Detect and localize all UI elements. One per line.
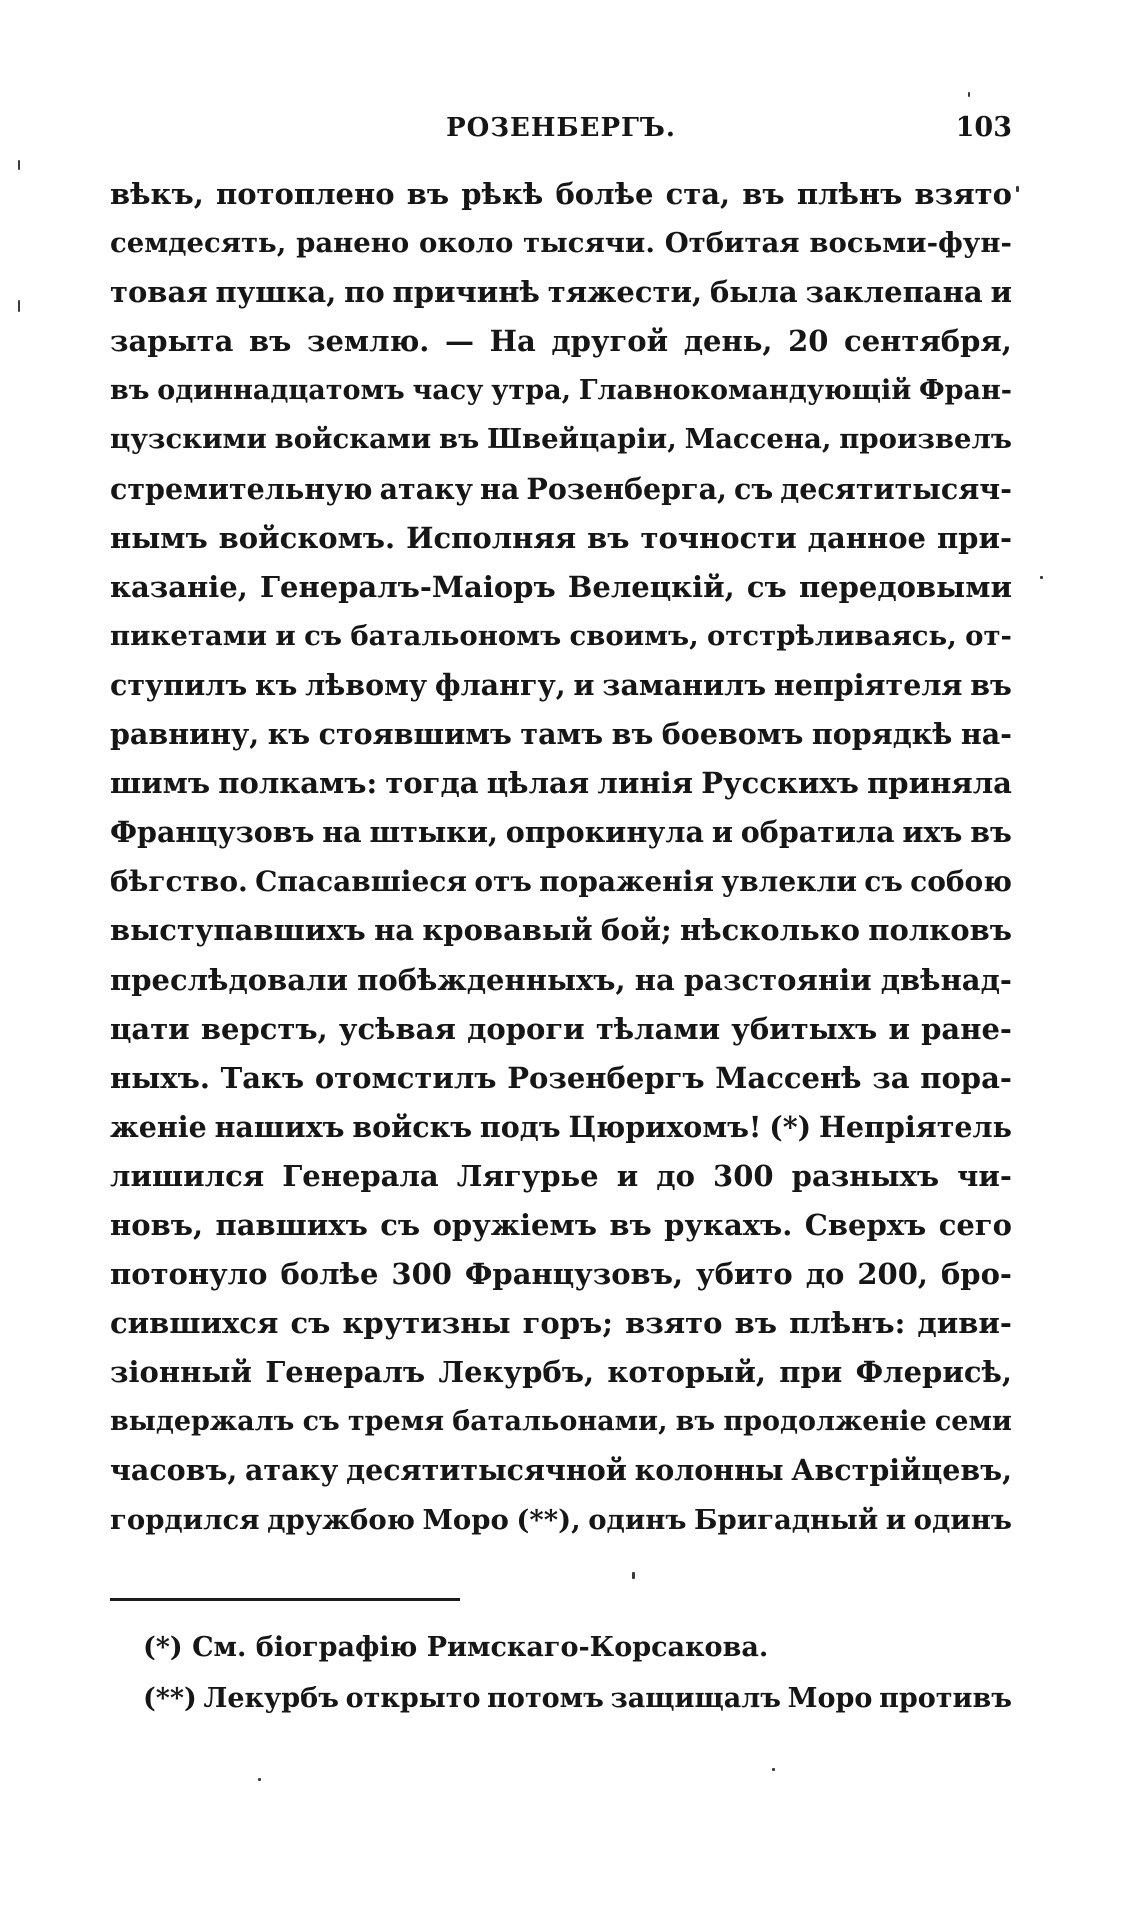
speck bbox=[258, 1778, 261, 1781]
word: десятитысячной bbox=[346, 1453, 627, 1488]
word: (**), bbox=[516, 1503, 581, 1536]
word: чи- bbox=[957, 1158, 1012, 1193]
word: за bbox=[872, 1060, 910, 1095]
word: Лекурбъ bbox=[203, 1683, 339, 1714]
word: выдержалъ bbox=[110, 1406, 295, 1438]
word: Русскихъ bbox=[701, 766, 859, 801]
word: Генералъ-Маіоръ bbox=[259, 569, 556, 604]
speck bbox=[18, 300, 20, 312]
word: порядкѣ bbox=[811, 717, 953, 752]
word: Цюрихомъ! bbox=[568, 1109, 762, 1144]
word: гордился bbox=[110, 1503, 260, 1536]
word: диви- bbox=[917, 1306, 1012, 1341]
word: штыки, bbox=[369, 815, 498, 850]
word: лишился bbox=[110, 1158, 265, 1193]
word: войскомъ. bbox=[218, 520, 396, 555]
word: съ bbox=[746, 569, 787, 604]
word: оружіемъ bbox=[432, 1207, 597, 1242]
word: нѣсколько bbox=[680, 913, 861, 948]
word: рѣкѣ bbox=[461, 177, 544, 211]
word: на bbox=[322, 815, 362, 850]
word: тысячи. bbox=[523, 227, 655, 260]
word: съ bbox=[304, 619, 342, 652]
word: — bbox=[444, 324, 474, 359]
word: бро- bbox=[940, 1257, 1012, 1292]
text-line bbox=[110, 857, 1012, 906]
word: и bbox=[616, 1158, 639, 1193]
word: въ bbox=[110, 375, 150, 407]
word: съ bbox=[864, 865, 903, 899]
word: до bbox=[656, 1158, 695, 1193]
word: ныхъ. bbox=[110, 1060, 210, 1095]
running-title: РОЗЕНБЕРГЪ. bbox=[446, 113, 676, 143]
text-line bbox=[110, 612, 1012, 661]
speck bbox=[772, 1768, 775, 1771]
word: Моро bbox=[422, 1503, 509, 1536]
word: полковъ bbox=[868, 913, 1012, 948]
word: цузскими bbox=[110, 423, 267, 456]
word: съ bbox=[302, 1406, 340, 1438]
word: Розенберга, bbox=[526, 471, 727, 506]
page-number: 103 bbox=[955, 112, 1012, 143]
word: въ bbox=[742, 177, 785, 211]
word: на- bbox=[960, 717, 1012, 752]
word: выступавшихъ bbox=[110, 913, 366, 948]
word: приняла bbox=[867, 766, 1012, 801]
text-line bbox=[110, 1005, 1012, 1054]
word: плѣнъ bbox=[796, 177, 903, 211]
word: разныхъ bbox=[791, 1158, 940, 1193]
text-line bbox=[110, 1496, 1012, 1545]
word: рукахъ. bbox=[664, 1207, 793, 1242]
text-line bbox=[110, 956, 1012, 1005]
word: въ bbox=[609, 1207, 652, 1242]
word: зіонный bbox=[110, 1355, 252, 1390]
word: убитыхъ bbox=[731, 1011, 878, 1046]
text-line bbox=[110, 1397, 1012, 1446]
word: преслѣдовали bbox=[110, 962, 349, 997]
word: Главнокомандующій bbox=[578, 375, 912, 407]
word: атаку bbox=[379, 471, 473, 506]
word: восьми-фун- bbox=[809, 227, 1012, 260]
word: пораженія bbox=[539, 865, 714, 899]
word: передовыми bbox=[798, 569, 1012, 604]
word: плѣнъ: bbox=[789, 1306, 906, 1341]
word: дружбою bbox=[267, 1503, 415, 1536]
word: сего bbox=[938, 1207, 1012, 1242]
word: заклепана bbox=[805, 275, 983, 310]
word: пикетами bbox=[110, 619, 268, 652]
word: нашихъ bbox=[214, 1109, 345, 1144]
text-line bbox=[110, 1152, 1012, 1201]
word: болѣе bbox=[280, 1257, 379, 1292]
word: Швейцаріи, bbox=[487, 423, 677, 456]
word: ранено bbox=[296, 227, 410, 260]
word: Массена, bbox=[684, 423, 832, 456]
word: кровавый bbox=[422, 913, 593, 948]
word: убито bbox=[696, 1257, 793, 1292]
speck bbox=[632, 1572, 635, 1579]
word: въ bbox=[439, 423, 480, 456]
text-line bbox=[110, 1348, 1012, 1397]
word: съ bbox=[380, 1207, 421, 1242]
word: лѣвому bbox=[305, 667, 428, 702]
word: непріятеля bbox=[773, 667, 963, 702]
text-line bbox=[110, 563, 1012, 612]
word: Бригадный bbox=[694, 1503, 879, 1536]
word: была bbox=[709, 275, 798, 310]
word: полкамъ: bbox=[218, 766, 378, 801]
word: день, bbox=[683, 324, 773, 359]
text-line bbox=[110, 759, 1012, 808]
word: съ bbox=[290, 1306, 331, 1341]
word: на bbox=[634, 962, 675, 997]
word: Велецкій, bbox=[567, 569, 735, 604]
body-text bbox=[110, 170, 1012, 1545]
footnote-1: (*) См. біографію Римскаго-Корсакова. bbox=[143, 1632, 769, 1663]
word: взято bbox=[625, 1306, 723, 1341]
word: крутизны bbox=[342, 1306, 511, 1341]
word: Австрійцевъ, bbox=[791, 1453, 1012, 1488]
word: горъ; bbox=[522, 1306, 613, 1341]
word: 200, bbox=[857, 1257, 928, 1292]
word: по bbox=[344, 275, 385, 310]
word: при bbox=[779, 1355, 843, 1390]
word: нымъ bbox=[110, 520, 208, 555]
word: войсками bbox=[274, 423, 432, 456]
word: зарыта bbox=[110, 324, 234, 359]
text-line bbox=[110, 808, 1012, 857]
word: въ bbox=[587, 520, 630, 555]
word: въ bbox=[970, 667, 1012, 702]
text-line bbox=[110, 1054, 1012, 1103]
word: цати bbox=[110, 1011, 190, 1046]
word: съ bbox=[734, 471, 774, 506]
text-line bbox=[110, 415, 1012, 464]
word: Отбитая bbox=[664, 227, 800, 260]
word: потоплено bbox=[215, 177, 395, 211]
word: тремя bbox=[347, 1406, 445, 1438]
word: 20 bbox=[788, 324, 829, 359]
speck bbox=[968, 92, 970, 97]
text-line bbox=[110, 219, 1012, 268]
word: Флерисѣ, bbox=[855, 1355, 1012, 1390]
word: потомъ bbox=[487, 1683, 604, 1714]
word: Непріятель bbox=[818, 1109, 1012, 1144]
word: продолженіе bbox=[723, 1406, 927, 1438]
word: пушка, bbox=[215, 275, 337, 310]
word: На bbox=[489, 324, 536, 359]
word: боевомъ bbox=[661, 717, 804, 752]
word: тѣлами bbox=[595, 1011, 721, 1046]
word: и bbox=[711, 815, 733, 850]
word: равнину, bbox=[110, 717, 260, 752]
word: Лягурье bbox=[456, 1158, 599, 1193]
word: къ bbox=[267, 717, 311, 752]
text-line bbox=[110, 710, 1012, 759]
word: от- bbox=[965, 619, 1012, 652]
word: землю. bbox=[306, 324, 430, 359]
speck bbox=[1016, 186, 1019, 192]
word: цѣлая bbox=[486, 766, 590, 801]
word: Спасавшіеся bbox=[255, 865, 467, 899]
word: увлекли bbox=[721, 865, 857, 899]
text-line bbox=[110, 1446, 1012, 1495]
word: противъ bbox=[879, 1683, 1012, 1714]
word: до bbox=[805, 1257, 845, 1292]
word: открыто bbox=[345, 1683, 481, 1714]
footnotes bbox=[143, 1622, 1012, 1724]
footnote-rule bbox=[110, 1598, 460, 1601]
word: ихъ bbox=[902, 815, 963, 850]
word: Французовъ bbox=[110, 815, 315, 850]
word: бой; bbox=[600, 913, 672, 948]
speck bbox=[1040, 576, 1043, 579]
word: одиннадцатомъ bbox=[157, 375, 405, 407]
word: Фран- bbox=[919, 375, 1012, 407]
word: подъ bbox=[479, 1109, 561, 1144]
footnote-2 bbox=[143, 1673, 1012, 1724]
text-line bbox=[110, 268, 1012, 317]
word: утра, bbox=[491, 375, 572, 407]
word: семдесять, bbox=[110, 227, 287, 260]
word: и bbox=[275, 619, 296, 652]
word: Генералъ bbox=[265, 1355, 426, 1390]
word: отомстилъ bbox=[314, 1060, 497, 1095]
word: атаку bbox=[244, 1453, 339, 1488]
word: отстрѣливаясь, bbox=[707, 619, 957, 652]
word: женіе bbox=[110, 1109, 207, 1144]
word: 300 bbox=[391, 1257, 452, 1292]
speck bbox=[18, 160, 20, 170]
word: потонуло bbox=[110, 1257, 268, 1292]
word: около bbox=[419, 227, 514, 260]
word: часу bbox=[412, 375, 484, 407]
word: колонны bbox=[634, 1453, 784, 1488]
word: точности bbox=[640, 520, 797, 555]
word: тогда bbox=[385, 766, 479, 801]
word: побѣжденныхъ, bbox=[357, 962, 626, 997]
word: и bbox=[573, 667, 595, 702]
word: тамъ bbox=[520, 717, 604, 752]
word: Лекурбъ, bbox=[438, 1355, 595, 1390]
word: вѣкъ, bbox=[110, 177, 204, 211]
word: на bbox=[480, 471, 520, 506]
word: и bbox=[888, 1011, 910, 1046]
word: Генерала bbox=[282, 1158, 439, 1193]
word: опрокинула bbox=[505, 815, 704, 850]
word: въ bbox=[611, 717, 654, 752]
text-line bbox=[110, 465, 1012, 514]
word: защищалъ bbox=[610, 1683, 781, 1714]
word: дороги bbox=[467, 1011, 585, 1046]
word: произвелъ bbox=[839, 423, 1012, 456]
text-line bbox=[110, 1103, 1012, 1152]
word: отъ bbox=[474, 865, 532, 899]
word: ста, bbox=[665, 177, 731, 211]
word: обратила bbox=[740, 815, 895, 850]
word: при- bbox=[936, 520, 1012, 555]
word: флангу, bbox=[434, 667, 566, 702]
word: и bbox=[885, 1503, 907, 1536]
word: бѣгство. bbox=[110, 865, 248, 899]
word: войскъ bbox=[352, 1109, 473, 1144]
running-head bbox=[110, 108, 1012, 148]
word: на bbox=[374, 913, 415, 948]
word: собою bbox=[910, 865, 1012, 899]
word: павшихъ bbox=[215, 1207, 368, 1242]
word: къ bbox=[254, 667, 298, 702]
word: стремительную bbox=[110, 471, 373, 506]
word: шимъ bbox=[110, 766, 211, 801]
word: въ bbox=[734, 1306, 777, 1341]
word: новъ, bbox=[110, 1207, 204, 1242]
word: тяжести, bbox=[547, 275, 703, 310]
word: усѣвая bbox=[338, 1011, 456, 1046]
word: (**) bbox=[143, 1683, 197, 1714]
word: который, bbox=[607, 1355, 766, 1390]
word: разстояніи bbox=[683, 962, 872, 997]
word: Массенѣ bbox=[715, 1060, 862, 1095]
text-line bbox=[110, 514, 1012, 563]
word: Сверхъ bbox=[804, 1207, 927, 1242]
text-line bbox=[110, 1201, 1012, 1250]
word: верстъ, bbox=[200, 1011, 328, 1046]
text-line bbox=[110, 906, 1012, 955]
word: заманилъ bbox=[602, 667, 767, 702]
text-line bbox=[110, 1299, 1012, 1348]
word: Французовъ, bbox=[464, 1257, 684, 1292]
text-line bbox=[110, 366, 1012, 415]
word: данное bbox=[807, 520, 927, 555]
text-line bbox=[110, 317, 1012, 366]
word: сившихся bbox=[110, 1306, 279, 1341]
word: Исполняя bbox=[406, 520, 577, 555]
word: въ bbox=[248, 324, 292, 359]
word: Такъ bbox=[220, 1060, 305, 1095]
word: въ bbox=[970, 815, 1012, 850]
text-line bbox=[110, 1250, 1012, 1299]
word: двѣнад- bbox=[880, 962, 1012, 997]
word: стоявшимъ bbox=[318, 717, 512, 752]
word: семи bbox=[934, 1406, 1012, 1438]
word: товая bbox=[110, 275, 208, 310]
word: часовъ, bbox=[110, 1453, 238, 1488]
word: батальономъ bbox=[350, 619, 562, 652]
word: въ bbox=[675, 1406, 716, 1438]
word: линія bbox=[597, 766, 694, 801]
word: десятитысяч- bbox=[780, 471, 1012, 506]
word: другой bbox=[551, 324, 669, 359]
word: ране- bbox=[921, 1011, 1012, 1046]
word: причинѣ bbox=[392, 275, 540, 310]
word: батальонами, bbox=[452, 1406, 668, 1438]
word: болѣе bbox=[555, 177, 654, 211]
word: своимъ, bbox=[569, 619, 699, 652]
word: взято bbox=[914, 177, 1012, 211]
word: (*) bbox=[769, 1109, 812, 1144]
word: пора- bbox=[920, 1060, 1012, 1095]
word: и bbox=[990, 275, 1012, 310]
text-line bbox=[110, 170, 1012, 219]
word: казаніе, bbox=[110, 569, 248, 604]
word: Моро bbox=[787, 1683, 873, 1714]
word: 300 bbox=[713, 1158, 774, 1193]
word: ступилъ bbox=[110, 667, 248, 702]
word: одинъ bbox=[588, 1503, 687, 1536]
word: въ bbox=[406, 177, 450, 211]
word: одинъ bbox=[913, 1503, 1012, 1536]
text-line bbox=[110, 661, 1012, 710]
word: сентября, bbox=[844, 324, 1012, 359]
word: Розенбергъ bbox=[507, 1060, 705, 1095]
